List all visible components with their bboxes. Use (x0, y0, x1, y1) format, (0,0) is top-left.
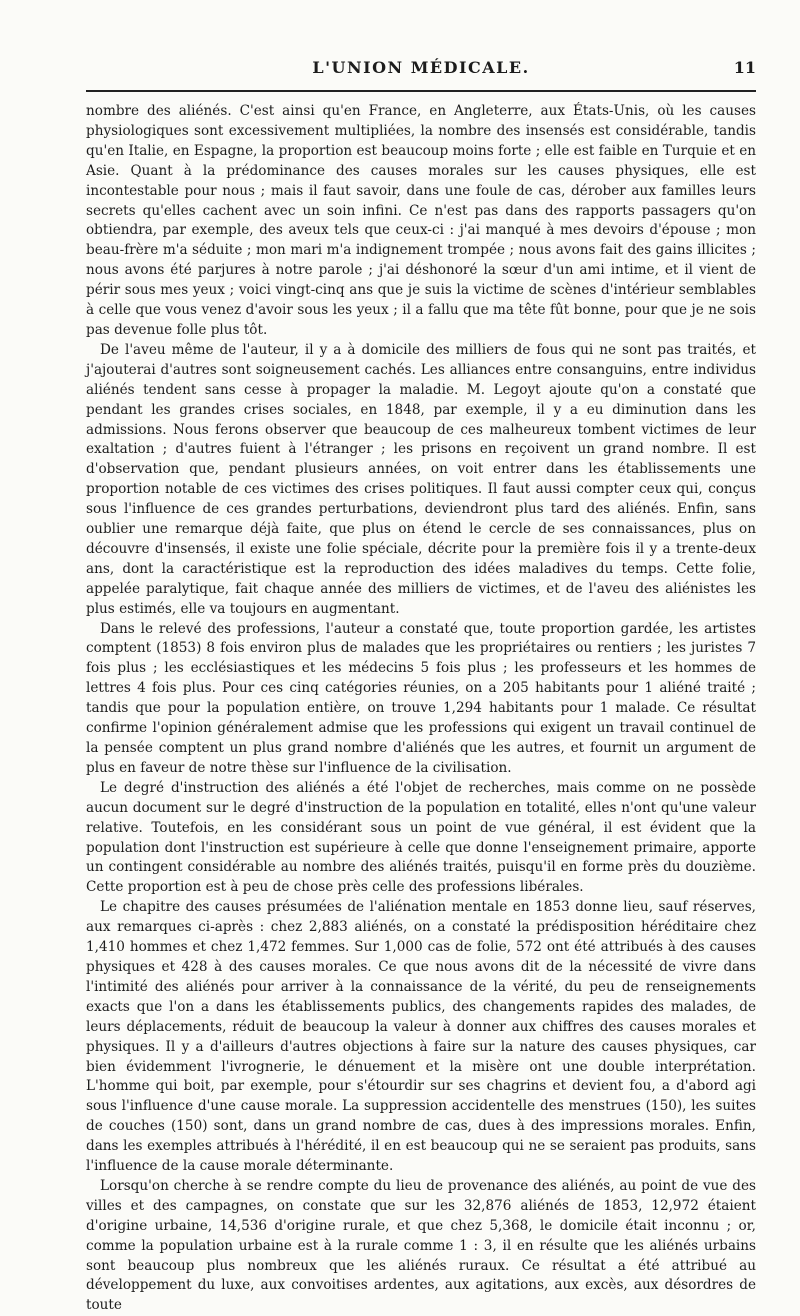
paragraph: Le degré d'instruction des aliénés a été l'objet de recherches, mais comme on ne possède aucun document sur le degré d'instruction de la population en totalité, elles n'ont qu'une valeur relative. Toutefois, en les considérant sous un point de vue général, il est évident que la population dont l'instruction est supérieure à celle que donne l'enseignement primaire, apporte un contingent considérable au nombre des aliénés traités, puisqu'il en forme près du douzième. Cette proportion est à peu de chose près celle des professions libérales. (86, 779, 756, 896)
paragraph: De l'aveu même de l'auteur, il y a à domicile des milliers de fous qui ne sont pas traités, et j'ajouterai d'autres sont soigneusement cachés. Les alliances entre consanguins, entre individus aliénés tendent sans cesse à propager la maladie. M. Legoyt ajoute qu'on a constaté que pendant les grandes crises sociales, en 1848, par exemple, il y a eu diminution dans les admissions. Nous ferons observer que beaucoup de ces malheureux tombent victimes de leur exaltation ; d'autres fuient à l'étranger ; les prisons en reçoivent un grand nombre. Il est d'observation que, pendant plusieurs années, on voit entrer dans les établissements une proportion notable de ces victimes des crises politiques. Il faut aussi compter ceux qui, conçus sous l'influence de ces grandes perturbations, deviendront plus tard des aliénés. Enfin, sans oublier une remarque déjà faite, que plus on étend le cercle de ses connaissances, plus on découvre d'insensés, il existe une folie spéciale, décrite pour la première fois il y a trente-deux ans, dont la caractéristique est la reproduction des idées maladives du temps. Cette folie, appelée paralytique, fait chaque année des milliers de victimes, et de l'aveu des aliénistes les plus estimés, elle va toujours en augmentant. (86, 341, 756, 617)
page-number: 11 (733, 58, 756, 77)
paragraph: nombre des aliénés. C'est ainsi qu'en France, en Angleterre, aux États-Unis, où les causes physiologiques sont excessivement multipliées, la nombre des insensés est considérable, tandis qu'en Italie, en Espagne, la proportion est beaucoup moins forte ; elle est faible en Turquie et en Asie. Quant à la prédominance des causes morales sur les causes physiques, elle est incontestable pour nous ; mais il faut savoir, dans une foule de cas, dérober aux familles leurs secrets qu'elles cachent avec un soin infini. Ce n'est pas dans des rapports passagers qu'on obtiendra, par exemple, des aveux tels que ceux-ci : j'ai manqué à mes devoirs d'épouse ; mon beau-frère m'a séduite ; mon mari m'a indignement trompée ; nous avons fait des gains illicites ; nous avons été parjures à notre parole ; j'ai déshonoré la sœur d'un ami intime, et il vient de périr sous mes yeux ; voici vingt-cinq ans que je suis la victime de scènes d'intérieur semblables à celle que vous venez d'avoir sous les yeux ; il a fallu que ma tête fût bonne, pour que je ne sois pas devenue folle plus tôt. (86, 103, 756, 338)
paragraph: Le chapitre des causes présumées de l'aliénation mentale en 1853 donne lieu, sauf réserves, aux remarques ci-après : chez 2,883 aliénés, on a constaté la prédisposition héréditaire chez 1,410 hommes et chez 1,472 femmes. Sur 1,000 cas de folie, 572 ont été attribués à des causes physiques et 428 à des causes morales. Ce que nous avons dit de la nécessité de vivre dans l'intimité des aliénés pour arriver à la connaissance de la vérité, du peu de renseignements exacts que l'on a dans les établissements publics, des changements rapides des malades, de leurs déplacements, réduit de beaucoup la valeur à donner aux chiffres des causes morales et physiques. Il y a d'ailleurs d'autres objections à faire sur la nature des causes physiques, car bien évidemment l'ivrognerie, le dénuement et la misère ont une double interprétation. L'homme qui boit, par exemple, pour s'étourdir sur ses chagrins et devient fou, a d'abord agi sous l'influence d'une cause morale. La suppression accidentelle des menstrues (150), les suites de couches (150) sont, dans un grand nombre de cas, dues à des impressions morales. Enfin, dans les exemples attribués à l'hérédité, il en est beaucoup qui ne se seraient pas produits, sans l'influence de la cause morale déterminante. (86, 899, 756, 1175)
journal-title: L'UNION MÉDICALE. (312, 58, 530, 77)
paragraph: Lorsqu'on cherche à se rendre compte du lieu de provenance des aliénés, au point de vue des villes et des campagnes, on constate que sur les 32,876 aliénés de 1853, 12,972 étaient d'origine urbaine, 14,536 d'origine rurale, et que chez 5,368, le domicile était inconnu ; or, comme la population urbaine est à la rurale comme 1 : 3, il en résulte que les aliénés urbains sont beaucoup plus nombreux que les aliénés ruraux. Ce résultat a été attribué au développement du luxe, aux convoitises ardentes, aux agitations, aux excès, aux désordres de toute (86, 1177, 756, 1314)
header-rule (86, 90, 756, 92)
article-body (86, 102, 756, 1316)
paragraph: Dans le relevé des professions, l'auteur a constaté que, toute proportion gardée, les artistes comptent (1853) 8 fois environ plus de malades que les propriétaires ou rentiers ; les juristes 7 fois plus ; les ecclésiastiques et les médecins 5 fois plus ; les professeurs et les hommes de lettres 4 fois plus. Pour ces cinq catégories réunies, on a 205 habitants pour 1 aliéné traité ; tandis que pour la population entière, on trouve 1,294 habitants pour 1 malade. Ce résultat confirme l'opinion généralement admise que les professions qui exigent un travail continuel de la pensée comptent un plus grand nombre d'aliénés que les autres, et fournit un argument de plus en faveur de notre thèse sur l'influence de la civilisation. (86, 620, 756, 776)
running-header (86, 58, 756, 86)
